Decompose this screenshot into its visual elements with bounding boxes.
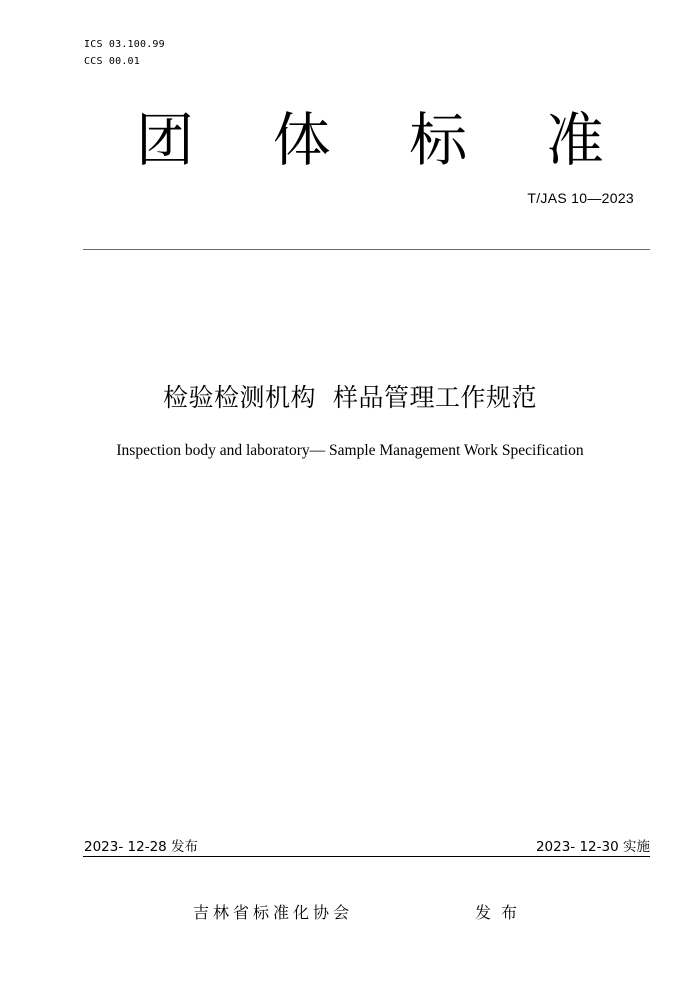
issue-action: 发布 bbox=[475, 903, 528, 922]
top-divider bbox=[83, 249, 650, 250]
standard-type-char: 准 bbox=[545, 106, 604, 174]
ccs-code: CCS 00.01 bbox=[84, 56, 140, 67]
standard-number: T/JAS 10—2023 bbox=[527, 190, 634, 206]
publish-date: 2023- 12-28 发布 bbox=[84, 839, 199, 855]
english-title: Inspection body and laboratory— Sample Management Work Specification bbox=[116, 442, 584, 459]
bottom-divider bbox=[83, 856, 650, 857]
chinese-title: 检验检测机构 样品管理工作规范 bbox=[163, 383, 537, 412]
standard-type-char: 标 bbox=[409, 106, 468, 174]
standard-type-char: 团 bbox=[135, 106, 194, 174]
ics-code: ICS 03.100.99 bbox=[84, 39, 165, 50]
classification-codes bbox=[84, 36, 165, 70]
implementation-date: 2023- 12-30 实施 bbox=[535, 839, 650, 855]
standard-type-char: 体 bbox=[272, 106, 331, 174]
standard-type-heading bbox=[120, 100, 620, 180]
issuing-organization: 吉林省标准化协会 bbox=[193, 903, 354, 922]
